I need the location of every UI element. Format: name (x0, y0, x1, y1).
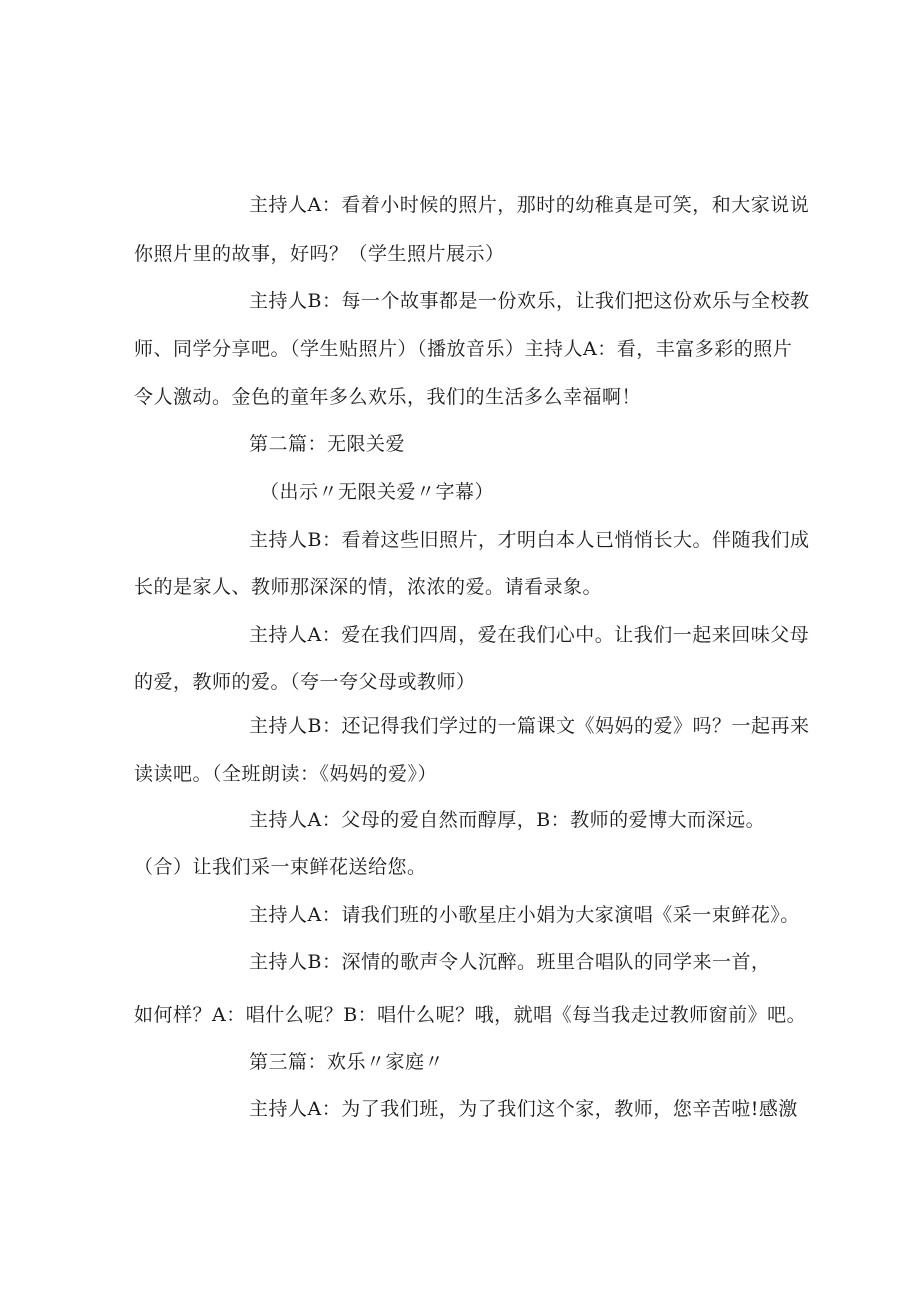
paragraph-line: 主持人A：为了我们班，为了我们这个家，教师，您辛苦啦!感激 (249, 1098, 798, 1120)
paragraph-line: 师、同学分享吧。（学生贴照片）（播放音乐）主持人A：看，丰富多彩的照片 (134, 338, 793, 360)
section-heading: 第二篇：无限关爱 (249, 433, 406, 455)
paragraph-line: 令人激动。金色的童年多么欢乐，我们的生活多么幸福啊！ (134, 386, 642, 408)
paragraph-line: 主持人A：父母的爱自然而醇厚，B：教师的爱博大而深远。 (249, 809, 766, 831)
paragraph-line: 主持人A：爱在我们四周，爱在我们心中。让我们一起来回味父母 (249, 624, 810, 646)
paragraph-line: 主持人A：请我们班的小歌星庄小娟为大家演唱《采一束鲜花》。 (249, 904, 800, 926)
paragraph-line: 主持人B：每一个故事都是一份欢乐，让我们把这份欢乐与全校教 (249, 290, 810, 312)
paragraph-line: 主持人B：看着这些旧照片，才明白本人已悄悄长大。伴随我们成 (249, 529, 810, 551)
paragraph-line: 主持人A：看着小时候的照片，那时的幼稚真是可笑，和大家说说 (249, 194, 810, 216)
paragraph-line: 你照片里的故事，好吗？（学生照片展示） (134, 243, 505, 265)
section-heading: 第三篇：欢乐〃家庭〃 (249, 1051, 445, 1073)
paragraph-line: （合）让我们采一束鲜花送给您。 (134, 856, 427, 878)
paragraph-line: 长的是家人、教师那深深的情，浓浓的爱。请看录象。 (134, 576, 603, 598)
paragraph-line: 读读吧。（全班朗读：《妈妈的爱》） (134, 763, 438, 785)
paragraph-line: 主持人B：还记得我们学过的一篇课文《妈妈的爱》吗？一起再来 (249, 715, 810, 737)
paragraph-line: 如何样？A：唱什么呢？B：唱什么呢？哦，就唱《每当我走过教师窗前》吧。 (134, 1004, 807, 1026)
paragraph-line: （出示〃无限关爱〃字幕） (260, 481, 495, 503)
paragraph-line: 的爱，教师的爱。（夸一夸父母或教师） (134, 671, 476, 693)
paragraph-line: 主持人B：深情的歌声令人沉醉。班里合唱队的同学来一首， (249, 951, 771, 973)
